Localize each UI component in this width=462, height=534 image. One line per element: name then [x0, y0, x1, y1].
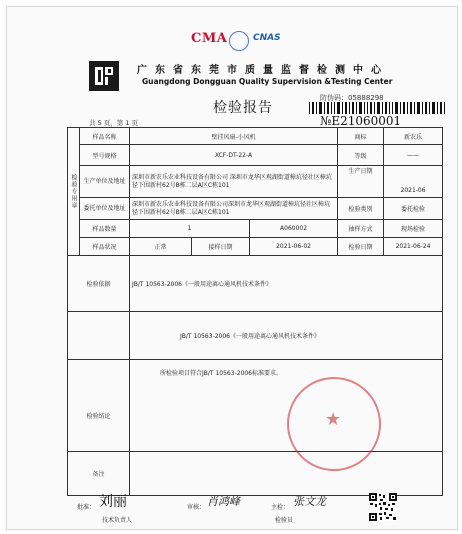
- approver-label: 批准：: [77, 504, 96, 511]
- report-title: 检验报告: [213, 100, 273, 116]
- table-row: [68, 145, 443, 166]
- institute-name-cn: 广东省东莞市质量监督检测中心: [137, 65, 389, 76]
- cma-mark: CMA: [191, 31, 228, 46]
- basis-value: JB/T 10563-2006《一般用途离心通风机技术条件》: [130, 256, 443, 312]
- trademark-value: 新农乐: [384, 128, 443, 145]
- test-date-label: 检验日期: [338, 238, 384, 256]
- inspection-seal-label: 检验专用章: [68, 128, 80, 256]
- trademark-label: 商标: [338, 128, 384, 145]
- sample-name-label: 样品名称: [80, 128, 130, 145]
- inspection-type-label: 检验类别: [338, 198, 384, 220]
- model-value: XCF-DT-22-A: [130, 145, 338, 166]
- sample-name-value: 壁挂风扇-小风机: [130, 128, 338, 145]
- manufacturer-value: 深圳市新农乐农业科技设备有限公司 深圳市龙华区观湖街道樟坑径社区樟坑径下围新村62号B栋二层A区C栋101: [130, 166, 338, 198]
- sampling-method-label: 抽样方式: [338, 220, 384, 238]
- report-number: №E21060001: [320, 114, 402, 128]
- checker-signature: 张文龙: [293, 495, 326, 508]
- reviewer-signature: 肖鸿峰: [207, 495, 240, 508]
- remarks-label: 备注: [68, 452, 130, 496]
- cnas-mark: CNAS: [253, 33, 281, 43]
- sample-number: A060002: [250, 220, 338, 238]
- sample-qty-label: 样品数量: [80, 220, 130, 238]
- items-value: JB/T 10563-2006《一般用途离心通风机技术条件》: [130, 312, 443, 360]
- inspection-stamp-icon: [287, 377, 381, 471]
- grade-label: 等级: [338, 145, 384, 166]
- approver-title: 技术负责人: [102, 517, 133, 524]
- sample-condition-value: 正常: [130, 238, 192, 256]
- production-date-label: 生产日期: [338, 166, 384, 198]
- table-row: [68, 238, 443, 256]
- report-table: [67, 127, 443, 496]
- manufacturer-label: 生产单位及地址: [80, 166, 130, 198]
- center-logo-icon: [89, 61, 119, 91]
- inspection-type-value: 委托检验: [384, 198, 443, 220]
- table-row: [68, 452, 443, 496]
- production-date-value: 2021-06: [384, 166, 443, 198]
- anti-counterfeit-code: 防伪码：05888298: [320, 94, 384, 102]
- conclusion-value: 所检验项目符合JB/T 10563-2006标准要求。: [130, 360, 443, 452]
- sample-qty-value: 1: [130, 220, 250, 238]
- table-row: [68, 360, 443, 452]
- conclusion-label: 检验结论: [68, 360, 130, 452]
- items-label-cell: [68, 312, 130, 360]
- table-row: [68, 220, 443, 238]
- report-sheet: [6, 6, 458, 530]
- checker-title: 检验员: [275, 517, 294, 524]
- stamp-star-icon: ★: [325, 409, 342, 430]
- table-row: [68, 198, 443, 220]
- barcode-icon: [307, 102, 447, 114]
- client-value: 深圳市新农乐农业科技设备有限公司深圳市龙华区观湖街道樟坑径社区樟坑径下围新村62号B栋二层A区C栋101: [130, 198, 338, 220]
- ilac-seal-icon: [229, 31, 249, 51]
- basis-label: 检验依据: [68, 256, 130, 312]
- table-row: [68, 312, 443, 360]
- grade-value: ——: [384, 145, 443, 166]
- receipt-date-label: 接样日期: [192, 238, 250, 256]
- page-info: 共 5 页，第 1 页: [89, 119, 139, 127]
- table-row: [68, 128, 443, 145]
- qr-code-icon: [369, 493, 397, 521]
- checker-label: 主检：: [271, 504, 290, 511]
- reviewer-label: 审核：: [187, 504, 206, 511]
- sampling-method-value: 现场检验: [384, 220, 443, 238]
- receipt-date-value: 2021-06-02: [250, 238, 338, 256]
- institute-name-en: Guangdong Dongguan Quality Supervision &Testing Center: [142, 77, 393, 86]
- client-label: 委托单位及地址: [80, 198, 130, 220]
- table-row: [68, 166, 443, 198]
- sample-condition-label: 样品状况: [80, 238, 130, 256]
- remarks-value: [130, 452, 443, 496]
- test-date-value: 2021-06-24: [384, 238, 443, 256]
- approver-signature: 刘丽: [99, 494, 127, 510]
- table-row: [68, 256, 443, 312]
- model-label: 型号规格: [80, 145, 130, 166]
